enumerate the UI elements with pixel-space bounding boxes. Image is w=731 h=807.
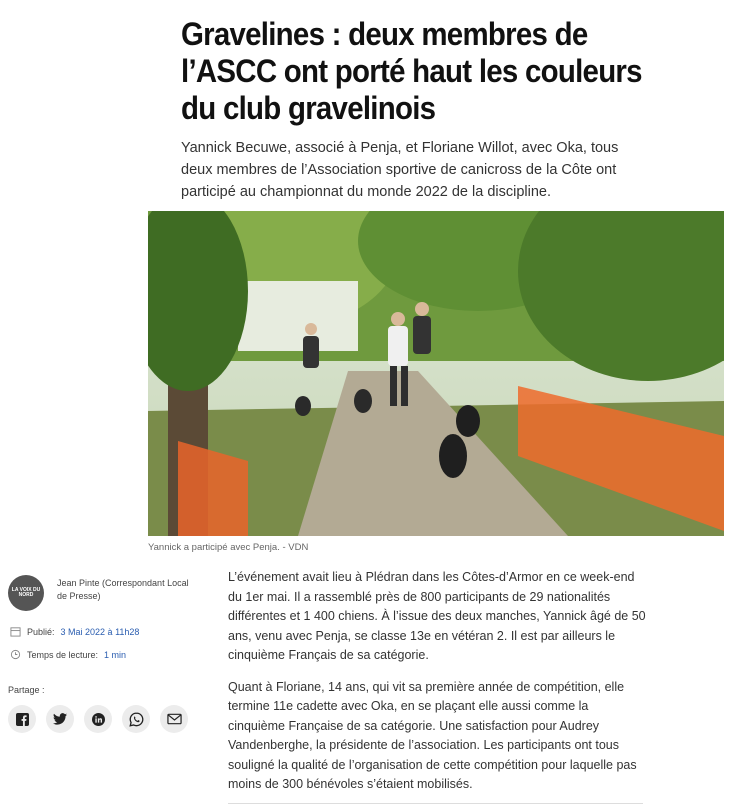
article-title: Gravelines : deux membres de l’ASCC ont porté haut les couleurs du club gravelinois (181, 16, 642, 126)
share-buttons (8, 705, 188, 733)
article-lead: Yannick Becuwe, associé à Penja, et Floriane Willot, avec Oka, tous deux membres de l’Association sportive de canicross de la Côte ont participé au championnat du monde 2022 de la discipline. (181, 140, 619, 200)
facebook-icon (16, 713, 29, 726)
mail-icon (167, 713, 182, 725)
divider (228, 803, 643, 804)
photo-caption: Yannick a participé avec Penja. - VDN (148, 542, 309, 553)
share-mail-button[interactable] (160, 705, 188, 733)
share-linkedin-button[interactable] (84, 705, 112, 733)
linkedin-icon (92, 713, 105, 726)
article-paragraph: L’événement avait lieu à Plédran dans les Côtes-d’Armor en ce week-end du 1er mai. Il a rassemblé près de 800 participants de 29 nationalités différentes et 1 400 chiens. À l’issue des deux manches, Yannick âgé de 50 ans, venu avec Penja, se classe 13e en vétéran 2. Il est par ailleurs le cinquième Français de sa catégorie. (228, 570, 646, 662)
article-photo[interactable] (148, 211, 724, 536)
author-name: Jean Pinte (Correspondant Local de Presse) (57, 578, 189, 601)
share-facebook-button[interactable] (8, 705, 36, 733)
calendar-icon (10, 626, 21, 637)
published-label: Publié: (27, 626, 55, 637)
share-label: Partage : (8, 685, 45, 695)
article-paragraph: Quant à Floriane, 14 ans, qui vit sa première année de compétition, elle termine 11e cadette avec Oka, en se plaçant elle aussi comme la cinquième Française de sa catégorie. Une satisfaction pour Audrey Vandenberghe, la présidente de l’association. Les participants ont tous souligné la qualité de l’organisation de cette compétition pour laquelle pas moins de 300 bénévoles s’étaient mobilisés. (228, 679, 637, 791)
whatsapp-icon (129, 712, 144, 727)
reading-time-label: Temps de lecture: (27, 649, 99, 660)
published-row (10, 626, 139, 637)
twitter-icon (53, 713, 67, 725)
published-date[interactable]: 3 Mai 2022 à 11h28 (60, 626, 140, 637)
reading-time-row (10, 649, 126, 660)
canicross-photo (148, 211, 724, 536)
article-body (228, 568, 648, 807)
clock-icon (10, 649, 21, 660)
reading-time-value: 1 min (104, 649, 127, 660)
avatar: LA VOIX DU NORD (8, 575, 44, 611)
share-whatsapp-button[interactable] (122, 705, 150, 733)
share-twitter-button[interactable] (46, 705, 74, 733)
